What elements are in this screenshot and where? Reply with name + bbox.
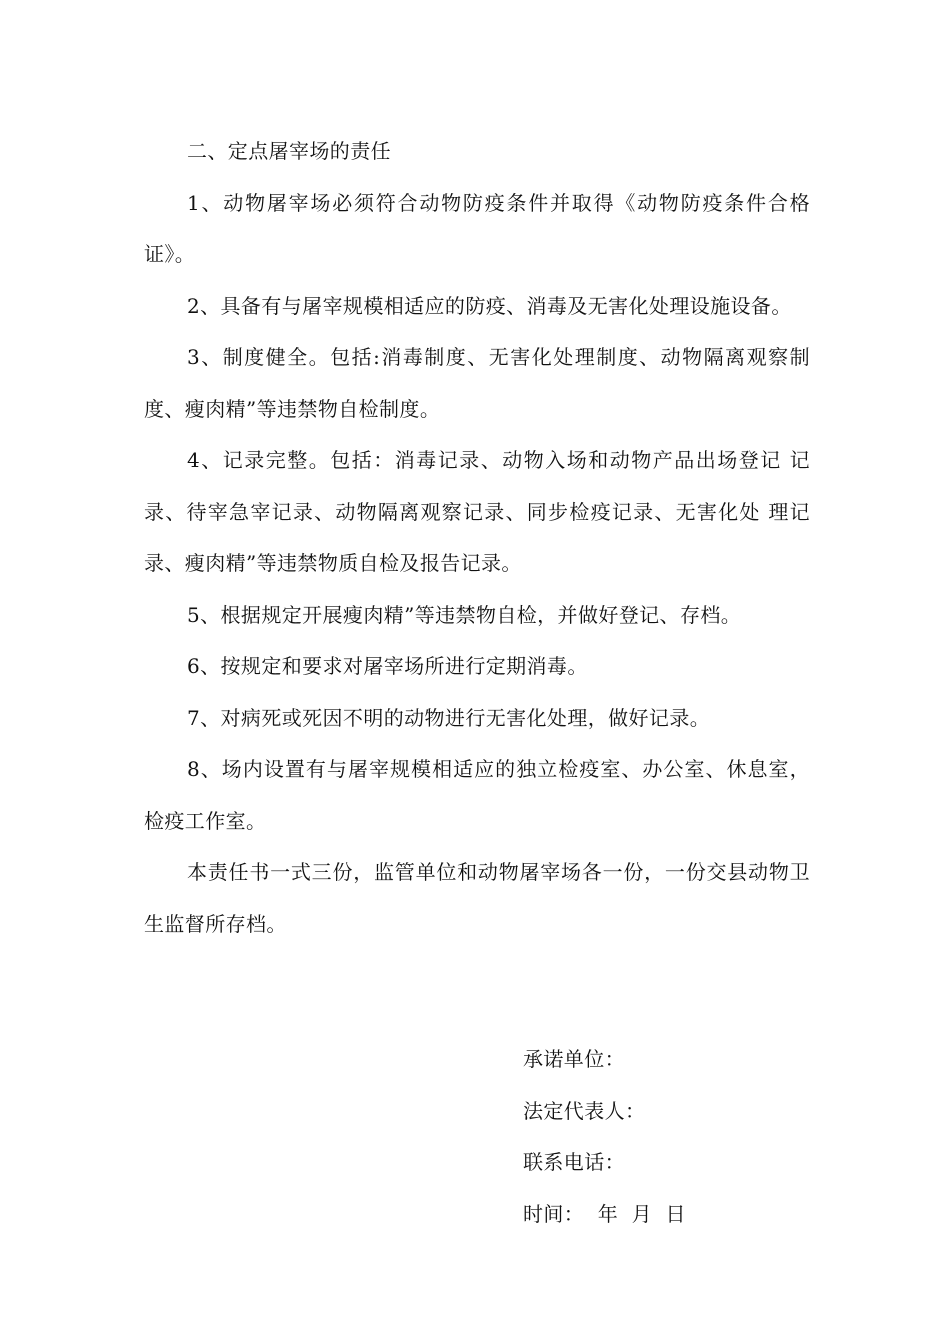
closing-paragraph: 本责任书一式三份，监管单位和动物屠宰场各一份，一份交县动物卫生监督所存档。 [144, 860, 810, 936]
list-item-3: 3、制度健全。包括:消毒制度、无害化处理制度、动物隔离观察制度、瘦肉精”等违禁物自检制度。 [144, 345, 810, 421]
list-item-1: 1、动物屠宰场必须符合动物防疫条件并取得《动物防疫条件合格证》。 [144, 190, 810, 266]
signature-block [523, 1034, 823, 1240]
list-item-7: 7、对病死或死因不明的动物进行无害化处理，做好记录。 [187, 705, 711, 730]
list-item-8: 8、场内设置有与屠宰规模相适应的独立检疫室、办公室、休息室，检疫工作室。 [144, 757, 810, 833]
list-item-2: 2、具备有与屠宰规模相适应的防疫、消毒及无害化处理设施设备。 [187, 293, 792, 318]
section-heading: 二、定点屠宰场的责任 [187, 139, 391, 163]
list-item-4: 4、记录完整。包括：消毒记录、动物入场和动物产品出场登记 记录、待宰急宰记录、动物隔离观察记录、同步检疫记录、无害化处 理记录、瘦肉精”等违禁物质自检及报告记录。 [144, 448, 810, 575]
signature-date: 时间： 年 月 日 [523, 1201, 686, 1226]
signature-representative: 法定代表人： [523, 1098, 646, 1123]
signature-phone: 联系电话： [523, 1150, 625, 1174]
list-item-5: 5、根据规定开展瘦肉精”等违禁物自检，并做好登记、存档。 [187, 602, 742, 627]
signature-unit: 承诺单位： [523, 1047, 625, 1071]
document-body [144, 126, 810, 950]
list-item-6: 6、按规定和要求对屠宰场所进行定期消毒。 [187, 654, 588, 678]
